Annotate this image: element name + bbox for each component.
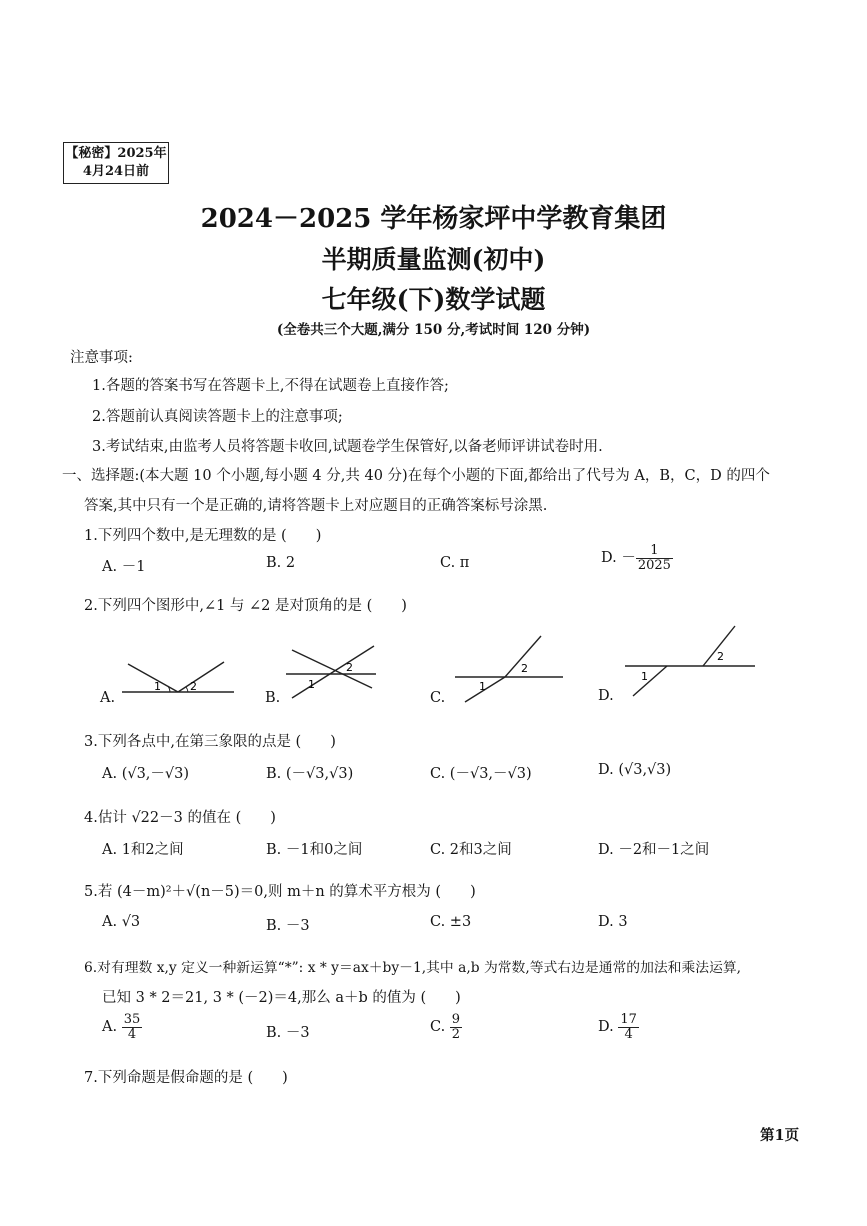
question-3-stem: 3.下列各点中,在第三象限的点是 ( ): [84, 734, 336, 750]
question-6-option-d: [598, 1013, 639, 1041]
note-item-3: 3.考试结束,由监考人员将答题卡收回,试题卷学生保管好,以备老师评讲试卷时用.: [92, 439, 603, 455]
question-2-option-b-label: B.: [265, 690, 281, 706]
question-5-option-a: A. √3: [102, 914, 141, 930]
exam-subject-title: 七年级(下)数学试题: [321, 285, 546, 314]
question-2-stem: 2.下列四个图形中,∠1 与 ∠2 是对顶角的是 ( ): [84, 598, 407, 614]
fraction-denominator: 4: [127, 1026, 137, 1042]
page-number: 第1页: [760, 1127, 800, 1144]
fraction-numerator: 35: [123, 1012, 141, 1027]
question-1-option-d: [601, 544, 673, 572]
fraction-numerator: 17: [620, 1012, 637, 1027]
angle-2-label: 2: [717, 650, 724, 663]
angle-1-label: 1: [154, 680, 161, 693]
question-1-option-c: C. π: [440, 555, 470, 571]
question-6-option-b: B. －3: [266, 1025, 310, 1041]
angle-2-label: 2: [346, 661, 353, 674]
angle-1-label: 1: [479, 680, 486, 693]
right-ray: [178, 662, 224, 692]
question-1-option-a: A. －1: [102, 559, 146, 575]
notes-heading: 注意事项:: [70, 350, 133, 366]
note-item-1: 1.各题的答案书写在答题卡上,不得在试题卷上直接作答;: [92, 378, 449, 394]
section-1-instructions-line-2: 答案,其中只有一个是正确的,请将答题卡上对应题目的正确答案标号涂黑.: [84, 498, 548, 514]
exam-info: (全卷共三个大题,满分 150 分,考试时间 120 分钟): [276, 322, 591, 338]
option-a-prefix: A.: [102, 1019, 118, 1036]
question-3-option-a: A. (√3,－√3): [102, 766, 190, 782]
fraction-numerator: 1: [636, 544, 673, 559]
figure-option-b: [286, 638, 386, 714]
question-3-option-b: B. (－√3,√3): [266, 766, 354, 782]
question-2-option-d-label: D.: [598, 688, 614, 704]
question-6-stem-line-1: 6.对有理数 x,y 定义一种新运算“*”: x * y＝ax＋by－1,其中 a,b 为常数,等式右边是通常的加法和乘法运算,: [84, 960, 742, 976]
confidential-line-2: 4月24日前: [82, 164, 150, 179]
angle-figure-b: [286, 638, 386, 710]
section-1-instructions-line-1: 一、选择题:(本大题 10 个小题,每小题 4 分,共 40 分)在每个小题的下面,都给出了代号为 A，B，C，D 的四个: [62, 468, 770, 484]
angle-figure-a: [120, 640, 240, 710]
question-6-stem-line-2: 已知 3 * 2＝21, 3 * (－2)＝4,那么 a＋b 的值为 ( ): [102, 990, 461, 1006]
fraction: [122, 1013, 143, 1041]
question-2-option-a-label: A.: [100, 690, 116, 706]
question-5-option-c: C. ±3: [430, 914, 472, 930]
question-4-stem: 4.估计 √22－3 的值在 ( ): [84, 810, 276, 826]
option-d-prefix: D.: [598, 1019, 614, 1036]
question-5-option-b: B. －3: [266, 918, 310, 934]
angle-figure-d: [625, 622, 757, 702]
question-3-option-c: C. (－√3,－√3): [430, 766, 532, 782]
fraction-numerator: 9: [451, 1012, 461, 1027]
question-4-option-a: A. 1和2之间: [102, 842, 184, 858]
angle-2-label: 2: [190, 680, 197, 693]
angle-1-label: 1: [308, 678, 315, 691]
exam-subtitle: 半期质量监测(初中): [321, 245, 546, 274]
left-ray: [633, 666, 667, 696]
crossing-line-2: [292, 646, 374, 698]
fraction-denominator: 2: [451, 1026, 461, 1042]
question-4-option-b: B. －1和0之间: [266, 842, 363, 858]
question-6-option-a: [102, 1013, 142, 1041]
exam-title: 2024－2025 学年杨家坪中学教育集团: [200, 204, 667, 234]
question-4-option-c: C. 2和3之间: [430, 842, 512, 858]
figure-option-c: [455, 632, 565, 716]
question-5-option-d: D. 3: [598, 914, 628, 930]
fraction: [450, 1013, 462, 1041]
option-c-prefix: C.: [430, 1019, 446, 1036]
question-2-option-c-label: C.: [430, 690, 446, 706]
angle-2-label: 2: [521, 662, 528, 675]
left-ray: [128, 664, 178, 692]
figure-option-a: [120, 640, 240, 714]
fraction-denominator: 2025: [637, 557, 671, 573]
fraction-denominator: 4: [624, 1026, 633, 1042]
fraction: [636, 544, 673, 572]
question-4-option-d: D. －2和－1之间: [598, 842, 710, 858]
confidential-stamp: [63, 142, 169, 184]
note-item-2: 2.答题前认真阅读答题卡上的注意事项;: [92, 409, 343, 425]
figure-option-d: [625, 622, 757, 706]
fraction: [618, 1013, 639, 1041]
angle-figure-c: [455, 632, 565, 712]
question-5-stem: 5.若 (4－m)²＋√(n－5)＝0,则 m＋n 的算术平方根为 ( ): [84, 884, 476, 900]
question-6-option-c: [430, 1013, 462, 1041]
option-d-prefix: D. －: [601, 550, 636, 567]
question-1-stem: 1.下列四个数中,是无理数的是 ( ): [84, 528, 322, 544]
confidential-line-1: 【秘密】2025年: [65, 146, 167, 161]
angle-arc-2: [186, 687, 188, 692]
angle-1-label: 1: [641, 670, 648, 683]
question-1-option-b: B. 2: [266, 555, 296, 571]
question-3-option-d: D. (√3,√3): [598, 762, 672, 778]
question-7-stem: 7.下列命题是假命题的是 ( ): [84, 1070, 288, 1086]
